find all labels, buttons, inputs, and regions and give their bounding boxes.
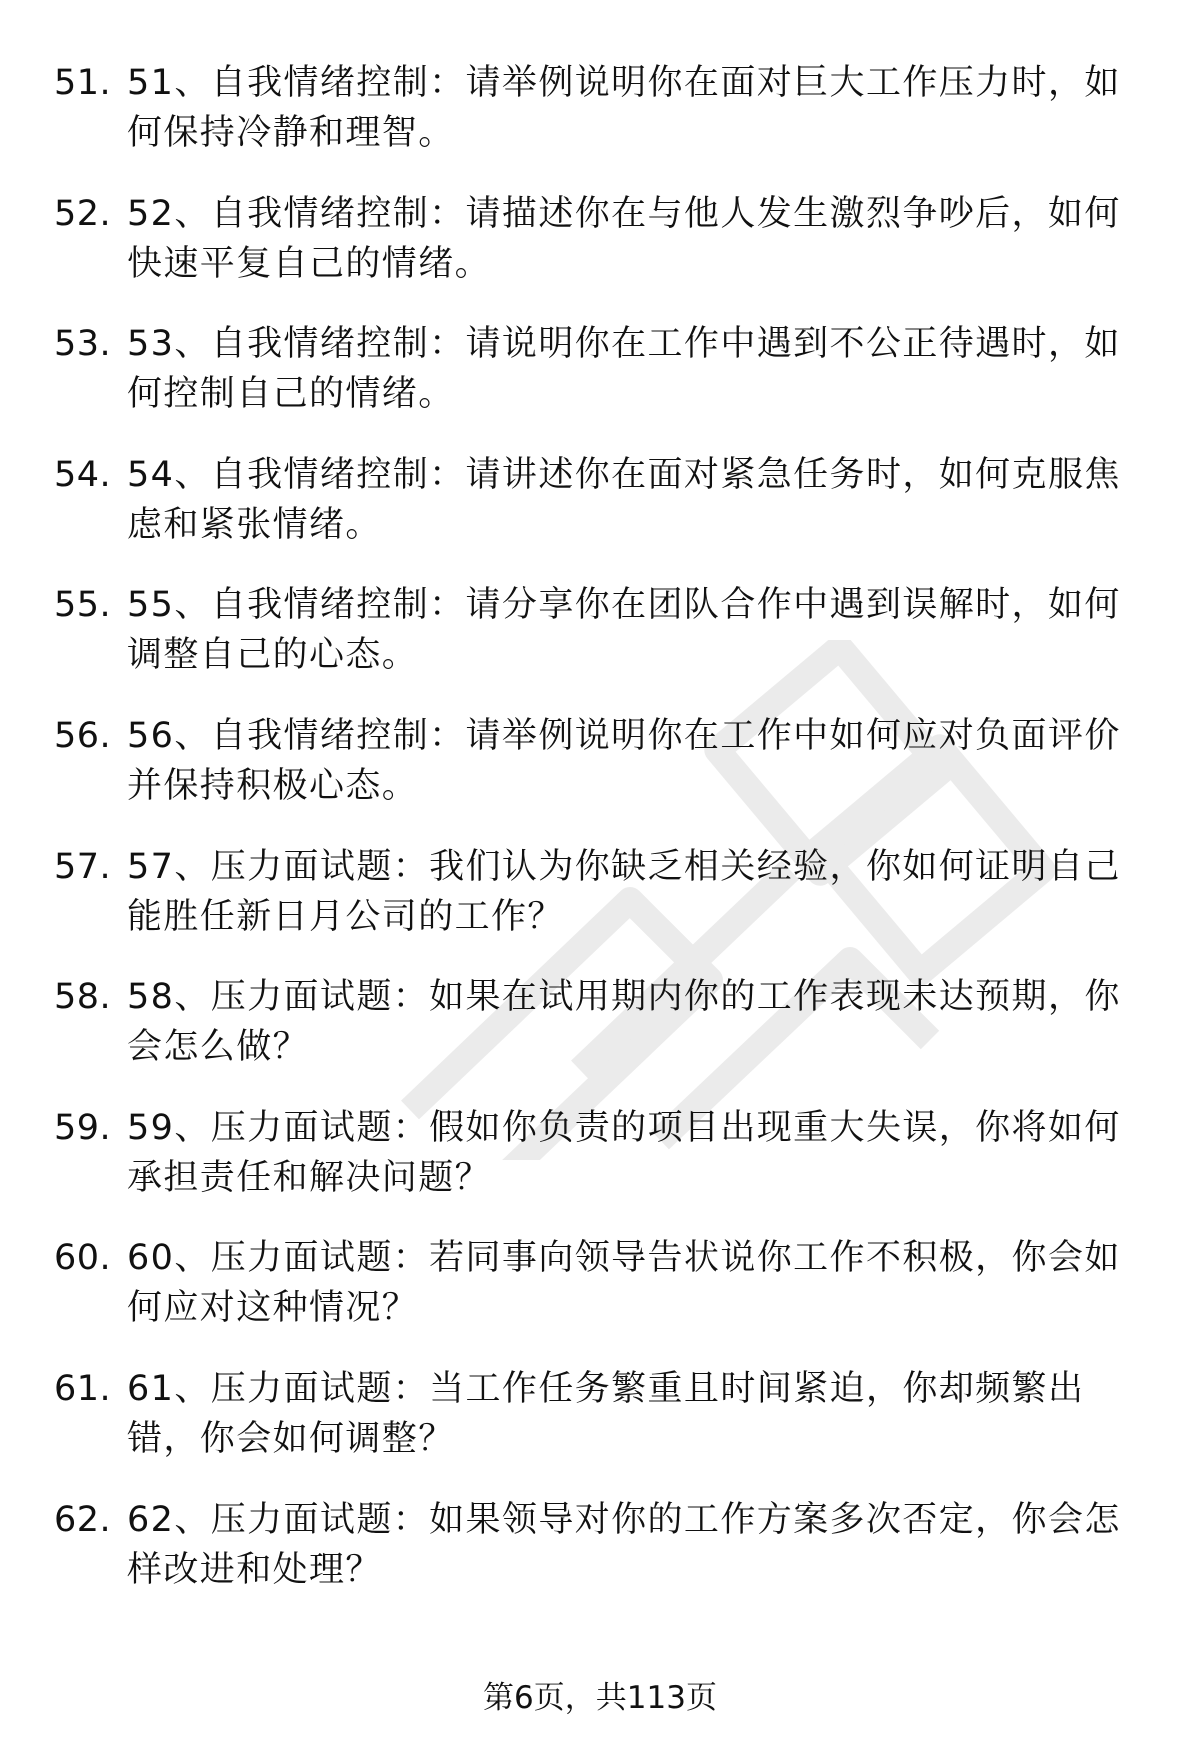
question-text: 59、压力面试题：假如你负责的项目出现重大失误，你将如何承担责任和解决问题？ [127, 1107, 1121, 1198]
list-item [0, 580, 1200, 711]
question-list [0, 58, 1200, 1625]
list-item [0, 1103, 1200, 1234]
list-item [0, 189, 1200, 320]
item-number: 51. [54, 63, 112, 103]
item-number: 58. [54, 977, 112, 1018]
item-number: 53. [54, 324, 112, 365]
item-number: 62. [54, 1499, 112, 1540]
question-text: 55、自我情绪控制：请分享你在团队合作中遇到误解时，如何调整自己的心态。 [127, 585, 1121, 676]
question-text: 60、压力面试题：若同事向领导告状说你工作不积极，你会如何应对这种情况？ [127, 1238, 1121, 1329]
item-number: 60. [54, 1238, 112, 1279]
list-item [0, 58, 1200, 189]
question-text: 54、自我情绪控制：请讲述你在面对紧急任务时，如何克服焦虑和紧张情绪。 [127, 454, 1121, 545]
question-text: 56、自我情绪控制：请举例说明你在工作中如何应对负面评价并保持积极心态。 [127, 715, 1121, 806]
question-text: 62、压力面试题：如果领导对你的工作方案多次否定，你会怎样改进和处理？ [127, 1499, 1121, 1590]
question-text: 53、自我情绪控制：请说明你在工作中遇到不公正待遇时，如何控制自己的情绪。 [127, 324, 1121, 415]
item-number: 54. [54, 454, 112, 495]
page-footer: 第6页，共113页 [483, 1680, 717, 1716]
list-item [0, 1495, 1200, 1626]
question-text: 52、自我情绪控制：请描述你在与他人发生激烈争吵后，如何快速平复自己的情绪。 [127, 193, 1121, 284]
item-number: 56. [54, 715, 112, 756]
item-number: 57. [54, 846, 112, 887]
item-number: 52. [54, 193, 112, 234]
item-number: 59. [54, 1107, 112, 1148]
list-item [0, 1233, 1200, 1364]
item-number: 55. [54, 585, 112, 626]
list-item [0, 319, 1200, 450]
question-text: 58、压力面试题：如果在试用期内你的工作表现未达预期，你会怎么做？ [127, 977, 1121, 1068]
question-text: 57、压力面试题：我们认为你缺乏相关经验，你如何证明自己能胜任新日月公司的工作？ [127, 846, 1121, 937]
question-text: 61、压力面试题：当工作任务繁重且时间紧迫，你却频繁出错，你会如何调整？ [127, 1368, 1085, 1459]
item-number: 61. [54, 1368, 112, 1409]
list-item [0, 972, 1200, 1103]
list-item [0, 711, 1200, 842]
question-text: 51、自我情绪控制：请举例说明你在面对巨大工作压力时，如何保持冷静和理智。 [127, 63, 1121, 153]
list-item [0, 842, 1200, 973]
list-item [0, 1364, 1200, 1495]
list-item [0, 450, 1200, 581]
